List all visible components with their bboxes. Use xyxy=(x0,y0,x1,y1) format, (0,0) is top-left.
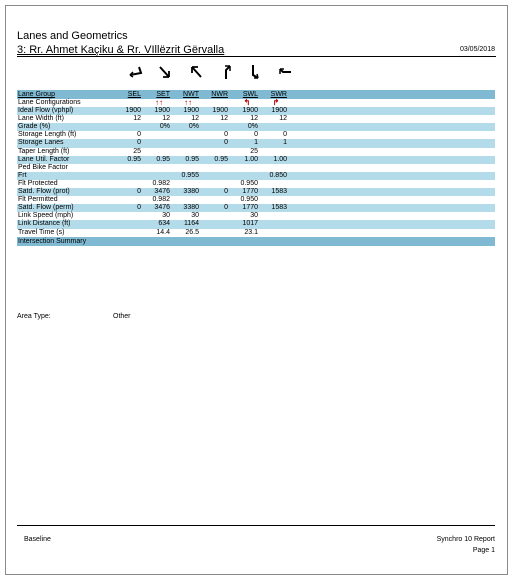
table-row xyxy=(17,156,495,164)
table-cell: 12 xyxy=(133,115,141,123)
table-row xyxy=(17,188,495,196)
table-cell: 0.982 xyxy=(152,179,170,187)
table-cell: 1900 xyxy=(154,107,170,115)
table-cell: 1.00 xyxy=(273,155,287,163)
table-cell: 1 xyxy=(283,139,287,147)
row-label: Flt Permitted xyxy=(18,196,58,204)
table-cell: 1900 xyxy=(125,107,141,115)
table-cell: 1900 xyxy=(212,107,228,115)
section-label: Intersection Summary xyxy=(18,237,87,245)
table-cell: 0.850 xyxy=(269,171,287,179)
col-header-nwt: NWT xyxy=(183,91,199,98)
table-cell: 0 xyxy=(224,188,228,196)
table-header-row xyxy=(17,90,495,99)
table-cell: 1164 xyxy=(183,220,199,228)
footer-scenario: Baseline xyxy=(24,536,51,543)
table-cell: 3380 xyxy=(183,204,199,212)
table-cell: 30 xyxy=(191,212,199,220)
row-label: Storage Length (ft) xyxy=(18,131,77,139)
table-cell: 12 xyxy=(279,115,287,123)
table-cell: ↱ xyxy=(272,98,280,107)
table-row xyxy=(17,212,495,220)
movement-arrows xyxy=(0,63,515,85)
title-rule xyxy=(17,56,496,57)
table-cell: 1.00 xyxy=(244,155,258,163)
table-cell: ↑↑ xyxy=(184,98,192,107)
row-label: Travel Time (s) xyxy=(18,228,65,236)
table-row xyxy=(17,123,495,131)
table-cell: 1583 xyxy=(271,188,287,196)
col-header-nwr: NWR xyxy=(211,91,228,98)
table-row xyxy=(17,180,495,188)
turn-arrow-swl-icon xyxy=(247,63,263,81)
table-cell: 0.95 xyxy=(185,155,199,163)
table-cell: 3476 xyxy=(154,188,170,196)
table-cell: 12 xyxy=(162,115,170,123)
report-title: Lanes and Geometrics xyxy=(17,30,128,42)
table-cell: 634 xyxy=(158,220,170,228)
lane-geometry-table xyxy=(17,90,495,246)
arrow-nwt-icon xyxy=(188,63,204,81)
section-header-row xyxy=(17,237,495,246)
table-cell: 0 xyxy=(224,131,228,139)
table-row xyxy=(17,204,495,212)
area-type-value: Other xyxy=(113,313,131,320)
table-cell: 1017 xyxy=(242,220,258,228)
table-cell: 26.5 xyxy=(185,228,199,236)
table-cell: 0 xyxy=(224,204,228,212)
table-cell: 0.955 xyxy=(181,171,199,179)
table-cell: 1900 xyxy=(183,107,199,115)
col-header-swl: SWL xyxy=(242,91,258,98)
table-cell: 30 xyxy=(250,212,258,220)
footer-page-number: Page 1 xyxy=(472,547,495,554)
row-label: Frt xyxy=(18,171,27,179)
table-cell: 0 xyxy=(137,139,141,147)
table-cell: 12 xyxy=(191,115,199,123)
area-type-label: Area Type: xyxy=(17,313,51,320)
footer-rule xyxy=(17,525,495,526)
turn-arrow-sel-icon xyxy=(128,63,144,81)
table-row xyxy=(17,115,495,123)
intersection-title: 3: Rr. Ahmet Kaçiku & Rr. VIllëzrit Gërvalla xyxy=(17,44,225,56)
table-cell: 25 xyxy=(133,147,141,155)
table-cell: 0.95 xyxy=(156,155,170,163)
table-cell: 0.95 xyxy=(127,155,141,163)
table-cell: 14.4 xyxy=(156,228,170,236)
table-cell: 3380 xyxy=(183,188,199,196)
table-cell: 0 xyxy=(283,131,287,139)
table-cell: 1583 xyxy=(271,204,287,212)
col-header-set: SET xyxy=(156,91,170,98)
footer-report-name: Synchro 10 Report xyxy=(436,536,495,543)
report-date: 03/05/2018 xyxy=(459,46,495,53)
row-label: Satd. Flow (perm) xyxy=(18,204,74,212)
table-cell: 1900 xyxy=(271,107,287,115)
row-label: Satd. Flow (prot) xyxy=(18,188,70,196)
table-row xyxy=(17,172,495,180)
table-row xyxy=(17,196,495,204)
table-cell: 0% xyxy=(159,123,170,131)
table-cell: 1770 xyxy=(242,188,258,196)
row-label: Flt Protected xyxy=(18,179,58,187)
table-cell: 23.1 xyxy=(244,228,258,236)
table-row xyxy=(17,148,495,156)
table-cell: 12 xyxy=(220,115,228,123)
table-cell: 0 xyxy=(254,131,258,139)
table-cell: 0 xyxy=(137,131,141,139)
turn-arrow-nwr-icon xyxy=(218,63,234,81)
table-cell: 0.982 xyxy=(152,196,170,204)
table-row xyxy=(17,107,495,115)
row-label: Link Distance (ft) xyxy=(18,220,71,228)
table-row xyxy=(17,99,495,107)
col-header-swr: SWR xyxy=(270,91,287,98)
col-header-sel: SEL xyxy=(127,91,141,98)
row-label: Ideal Flow (vphpl) xyxy=(18,107,74,115)
table-row xyxy=(17,164,495,172)
table-cell: 0 xyxy=(137,204,141,212)
row-label: Taper Length (ft) xyxy=(18,147,70,155)
table-cell: 0.95 xyxy=(214,155,228,163)
table-cell: 0% xyxy=(247,123,258,131)
table-cell: 25 xyxy=(250,147,258,155)
row-label: Storage Lanes xyxy=(18,139,64,147)
table-row xyxy=(17,229,495,237)
table-cell: 30 xyxy=(162,212,170,220)
row-label: Lane Width (ft) xyxy=(18,115,64,123)
table-cell: 1770 xyxy=(242,204,258,212)
table-cell: ↰ xyxy=(243,98,251,107)
table-cell: 12 xyxy=(250,115,258,123)
turn-arrow-swr-icon xyxy=(277,63,293,81)
row-label: Link Speed (mph) xyxy=(18,212,74,220)
table-cell: 0 xyxy=(224,139,228,147)
table-cell: 3476 xyxy=(154,204,170,212)
table-cell: 0.950 xyxy=(240,179,258,187)
row-label: Lane Configurations xyxy=(18,99,81,106)
arrow-set-icon xyxy=(157,63,173,81)
table-cell: 0 xyxy=(137,188,141,196)
row-label: Ped Bike Factor xyxy=(18,163,68,171)
table-cell: 0.950 xyxy=(240,196,258,204)
row-label: Lane Util. Factor xyxy=(18,155,70,163)
table-row xyxy=(17,139,495,147)
table-cell: 0% xyxy=(188,123,199,131)
row-label: Grade (%) xyxy=(18,123,51,131)
header-label: Lane Group xyxy=(18,91,55,98)
table-cell: ↑↑ xyxy=(155,98,163,107)
table-cell: 1 xyxy=(254,139,258,147)
table-row xyxy=(17,220,495,228)
table-row xyxy=(17,131,495,139)
table-cell: 1900 xyxy=(242,107,258,115)
